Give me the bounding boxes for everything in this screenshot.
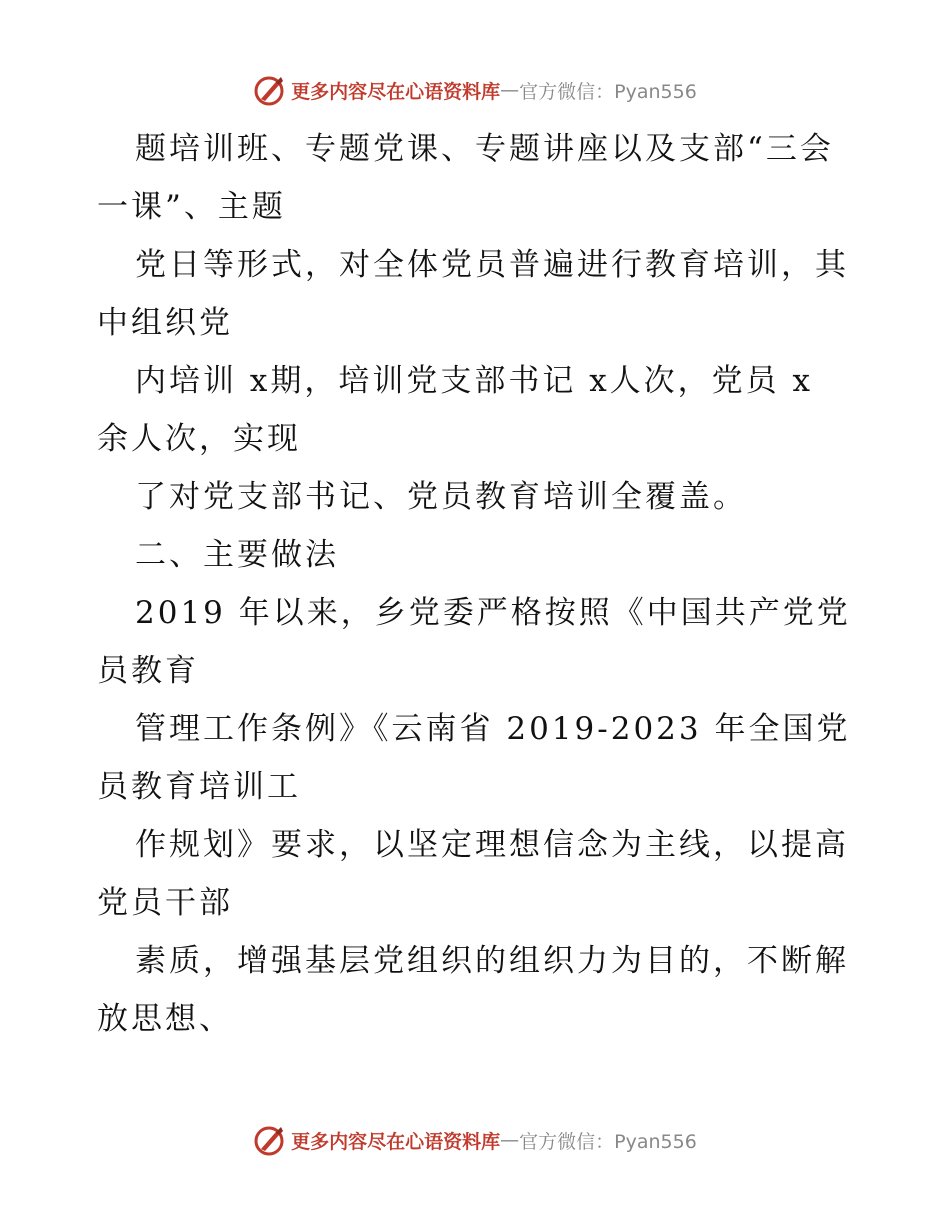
watermark-dash: — — [500, 79, 520, 101]
text-line: 员教育 — [97, 653, 199, 689]
text-line: 题培训班、专题党课、专题讲座以及支部“三会 — [135, 131, 834, 167]
watermark-dash: — — [500, 1129, 520, 1151]
text-line: 中组织党 — [97, 305, 233, 341]
text-line: 放思想、 — [97, 1001, 233, 1037]
text-line: 内培训 x期，培训党支部书记 x人次，党员 x — [135, 363, 814, 399]
section-heading: 二、主要做法 — [135, 537, 339, 573]
text-line: 一课”、主题 — [97, 189, 286, 225]
pen-circle-icon — [253, 73, 287, 107]
document-body — [97, 120, 857, 1048]
watermark-gray-text: 官方微信：Pyan556 — [519, 1130, 697, 1153]
watermark-red-text: 更多内容尽在心语资料库 — [291, 80, 501, 103]
watermark-gray-text: 官方微信：Pyan556 — [519, 80, 697, 103]
text-line: 党员干部 — [97, 885, 233, 921]
text-line: 员教育培训工 — [97, 769, 301, 805]
text-line: 了对党支部书记、党员教育培训全覆盖。 — [135, 479, 747, 515]
text-line: 党日等形式，对全体党员普遍进行教育培训，其 — [135, 247, 849, 283]
header-watermark — [0, 70, 950, 110]
text-line: 素质，增强基层党组织的组织力为目的，不断解 — [135, 943, 849, 979]
pen-circle-icon — [253, 1123, 287, 1157]
text-line: 余人次，实现 — [97, 421, 301, 457]
text-line: 2019 年以来，乡党委严格按照《中国共产党党 — [135, 595, 851, 631]
footer-watermark — [0, 1120, 950, 1160]
text-line: 管理工作条例》《云南省 2019-2023 年全国党 — [135, 711, 851, 747]
watermark-red-text: 更多内容尽在心语资料库 — [291, 1130, 501, 1153]
text-line: 作规划》要求，以坚定理想信念为主线，以提高 — [135, 827, 849, 863]
